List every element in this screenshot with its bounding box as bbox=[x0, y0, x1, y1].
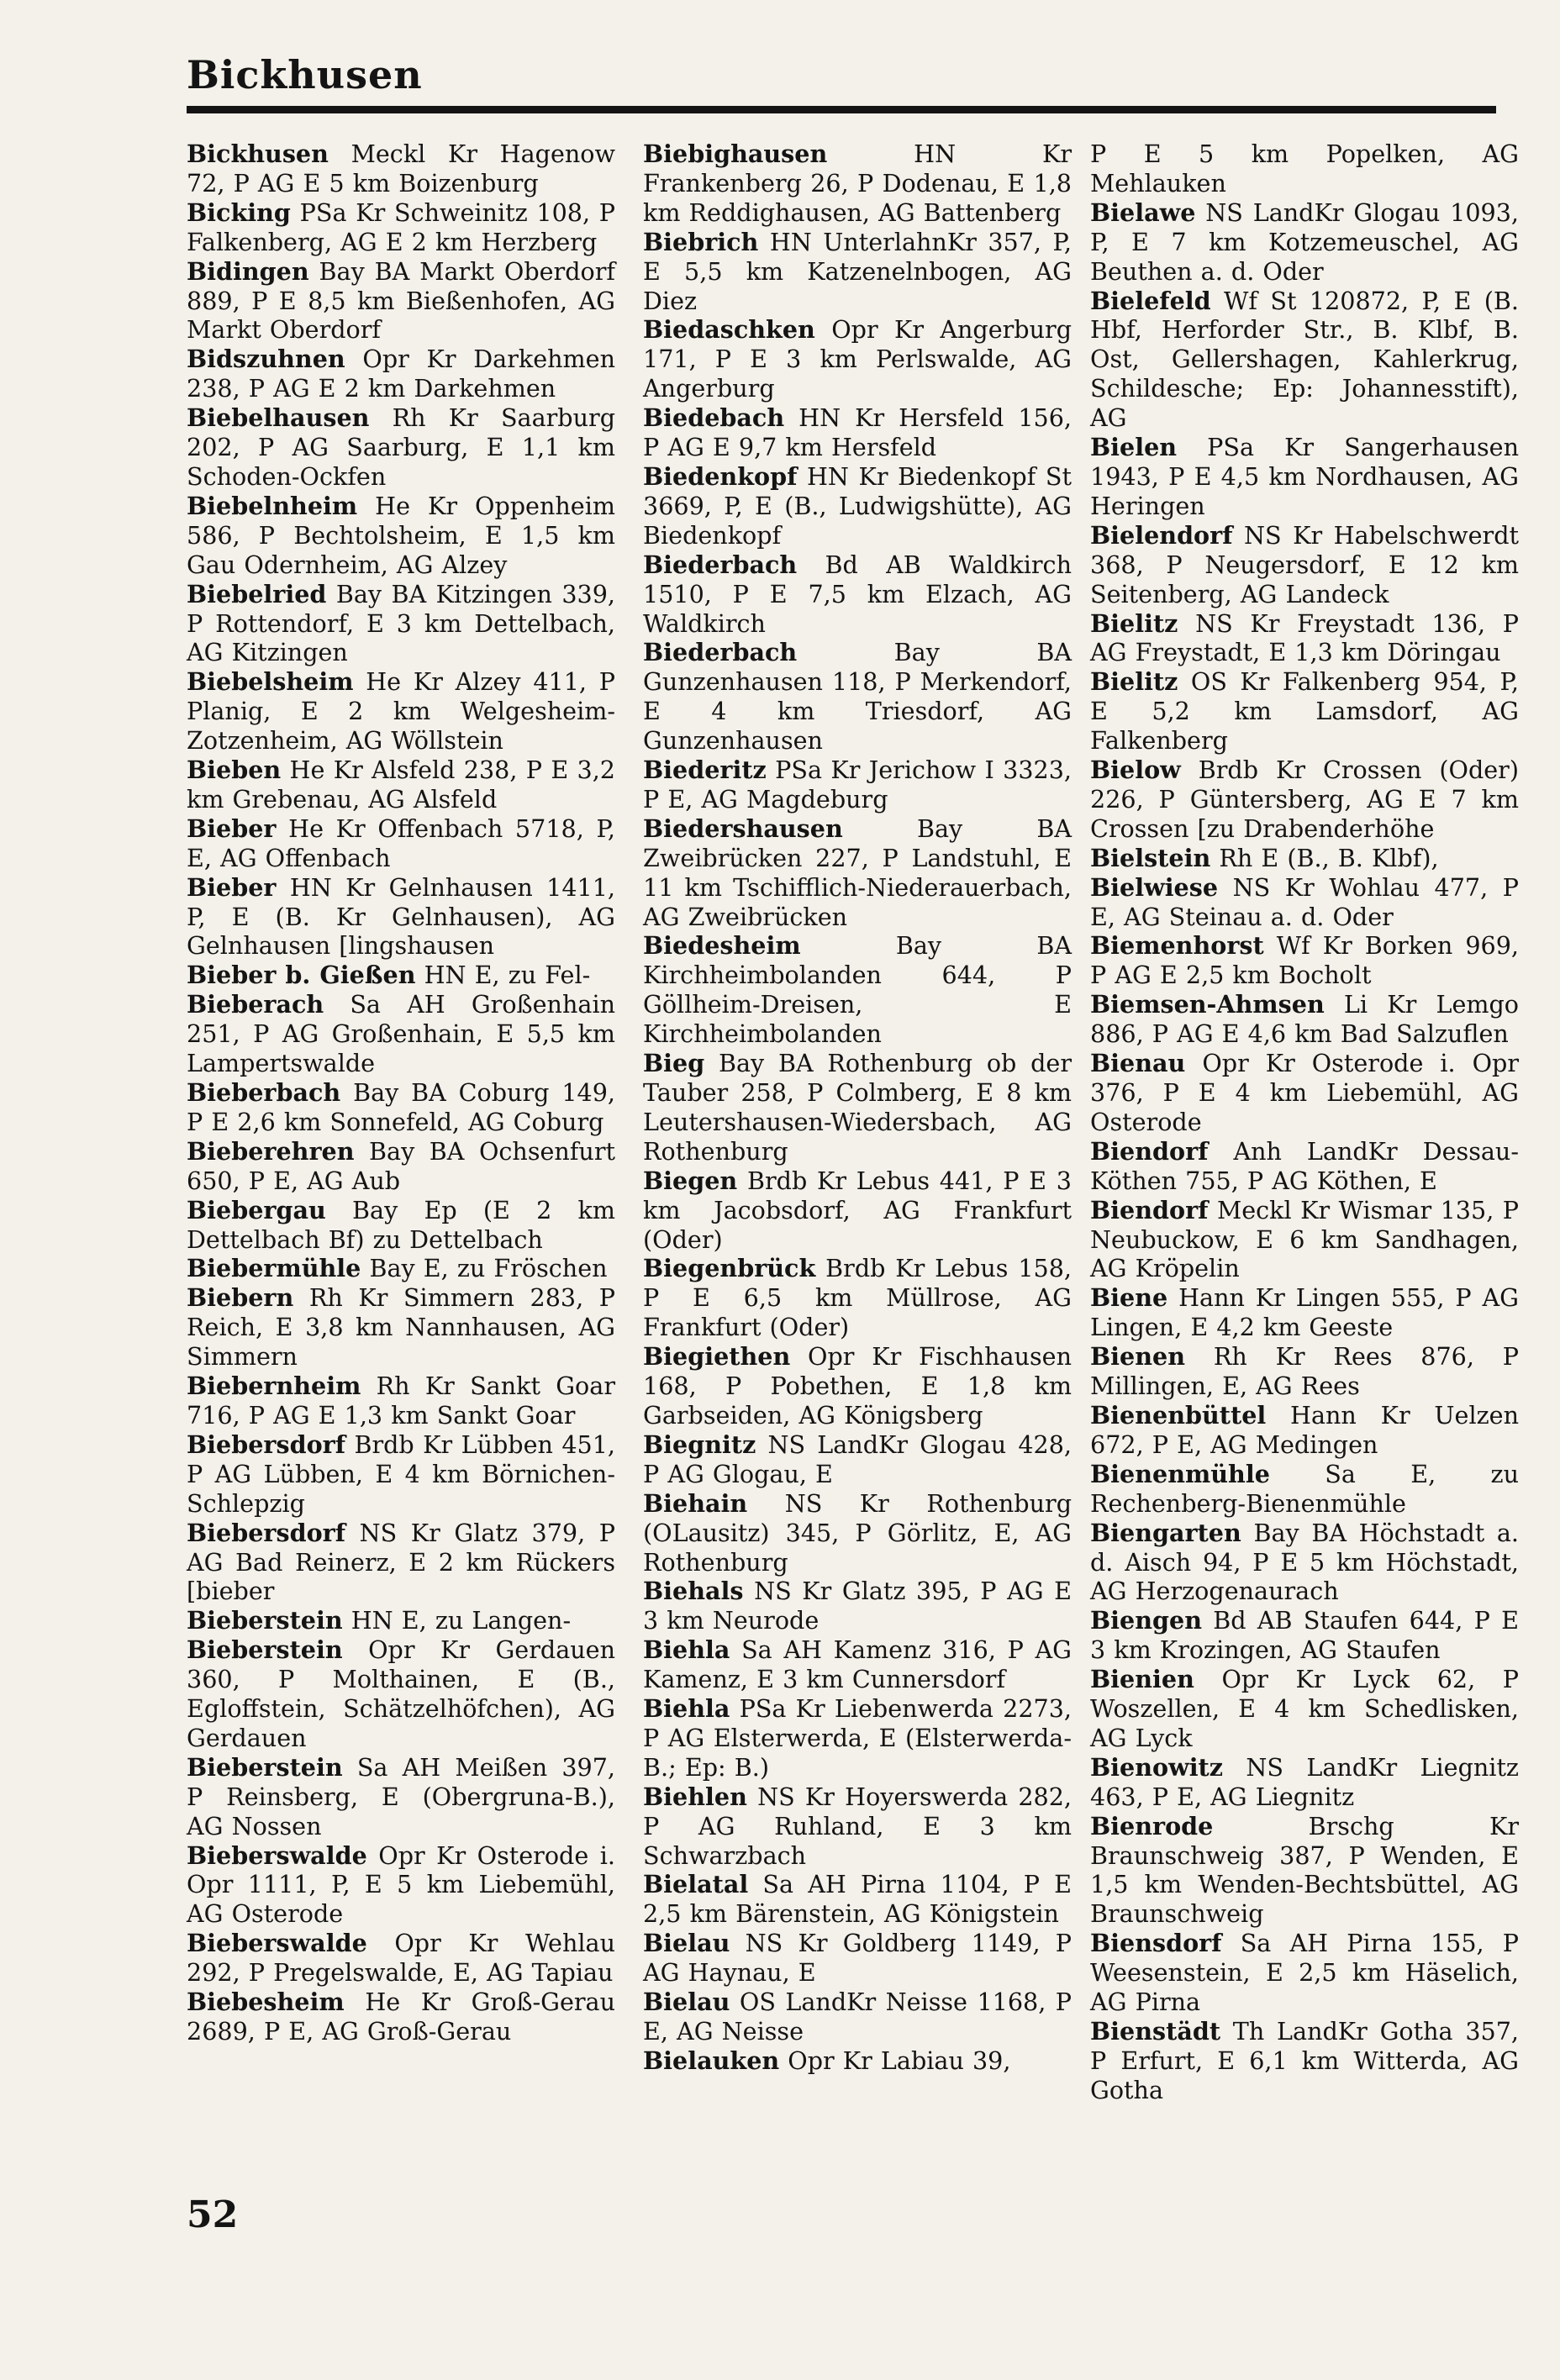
entry-name: Biegnitz bbox=[643, 1430, 756, 1459]
gazetteer-entry bbox=[187, 580, 615, 668]
gazetteer-entry bbox=[187, 1988, 615, 2046]
gazetteer-entry bbox=[1090, 521, 1519, 609]
running-head: Bickhusen bbox=[187, 52, 423, 97]
gazetteer-entry bbox=[187, 1430, 615, 1519]
gazetteer-entry bbox=[187, 1929, 615, 1988]
entry-text: Bay BA Kirchheimbolanden 644, P Göllheim-Dreisen, E Kirchheimbolanden bbox=[643, 931, 1072, 1049]
entry-text: HN Kr Biedenkopf St 3669, P, E (B., Ludwigshütte), AG Biedenkopf bbox=[643, 461, 1072, 550]
entry-text: Bay BA Zweibrücken 227, P Landstuhl, E 11 km Tschifflich-Niederauerbach, AG Zweibrücken bbox=[643, 814, 1072, 931]
entry-name: Biengarten bbox=[1090, 1518, 1241, 1547]
gazetteer-entry bbox=[187, 1254, 615, 1283]
entry-name: Bielefeld bbox=[1090, 286, 1211, 315]
gazetteer-entry bbox=[187, 1372, 615, 1430]
entry-text: Brdb Kr Lebus 158, P E 6,5 km Müllrose, AG Frankfurt (Oder) bbox=[643, 1254, 1072, 1342]
gazetteer-entry bbox=[187, 492, 615, 580]
entry-name: Bidingen bbox=[187, 256, 309, 286]
entry-name: Biehla bbox=[643, 1635, 730, 1665]
entry-text: P E 5 km Popelken, AG Mehlauken bbox=[1090, 140, 1519, 197]
gazetteer-entry bbox=[643, 2046, 1072, 2076]
gazetteer-entry bbox=[1090, 433, 1519, 521]
gazetteer-entry bbox=[1090, 990, 1519, 1049]
entry-text: Rh Kr Simmern 283, P Reich, E 3,8 km Nannhausen, AG Simmern bbox=[187, 1283, 615, 1372]
entry-text: NS LandKr Glogau 1093, P, E 7 km Kotzemeuschel, AG Beuthen a. d. Oder bbox=[1090, 197, 1519, 286]
gazetteer-entry bbox=[643, 140, 1072, 228]
entry-text: Rh Kr Sankt Goar 716, P AG E 1,3 km Sankt Goar bbox=[187, 1372, 615, 1430]
entry-name: Bielen bbox=[1090, 433, 1178, 462]
gazetteer-entry bbox=[643, 403, 1072, 462]
entry-name: Biebergau bbox=[187, 1195, 326, 1224]
gazetteer-entry bbox=[187, 990, 615, 1078]
entry-text: Sa E, zu Rechenberg-Bienenmühle bbox=[1090, 1459, 1519, 1518]
entry-name: Bieben bbox=[187, 756, 282, 785]
entry-name: Bienrode bbox=[1090, 1811, 1214, 1840]
entry-text: Meckl Kr Hagenow 72, P AG E 5 km Boizenburg bbox=[187, 140, 615, 197]
entry-name: Bienowitz bbox=[1090, 1752, 1224, 1782]
gazetteer-entry bbox=[643, 1166, 1072, 1255]
entry-text: Anh LandKr Dessau-Köthen 755, P AG Köthen, E bbox=[1090, 1136, 1520, 1195]
entry-name: Bielau bbox=[643, 1929, 730, 1958]
entry-text: Wf St 120872, P, E (B. Hbf, Herforder Str., B. Klbf, B. Ost, Gellershagen, Kahlerkrug, Schildesche; Ep: Johannesstift), AG bbox=[1090, 286, 1519, 433]
entry-name: Bielau bbox=[643, 1988, 730, 2017]
entry-name: Biedaschken bbox=[643, 315, 815, 345]
entry-name: Bielauken bbox=[643, 2046, 780, 2075]
entry-name: Bienien bbox=[1090, 1665, 1194, 1694]
entry-name: Biederbach bbox=[643, 550, 798, 579]
entry-text: He Kr Groß-Gerau 2689, P E, AG Groß-Gerau bbox=[187, 1988, 616, 2046]
gazetteer-entry bbox=[643, 228, 1072, 316]
column-2 bbox=[643, 140, 1072, 2076]
entry-text: NS Kr Habelschwerdt 368, P Neugersdorf, E 12 km Seitenberg, AG Landeck bbox=[1090, 520, 1519, 608]
entry-name: Bieberswalde bbox=[187, 1840, 367, 1870]
gazetteer-entry bbox=[1090, 931, 1519, 990]
entry-text: Opr Kr Wehlau 292, P Pregelswalde, E, AG Tapiau bbox=[187, 1929, 615, 1988]
gazetteer-entry bbox=[1090, 1460, 1519, 1519]
gazetteer-entry bbox=[187, 667, 615, 756]
entry-name: Bickhusen bbox=[187, 140, 329, 168]
entry-text: Wf Kr Borken 969, P AG E 2,5 km Bocholt bbox=[1090, 931, 1519, 990]
entry-name: Bieberehren bbox=[187, 1136, 355, 1166]
entry-name: Biegiethen bbox=[643, 1342, 791, 1372]
gazetteer-entry bbox=[1090, 1342, 1519, 1401]
gazetteer-entry bbox=[1090, 1812, 1519, 1930]
gazetteer-entry bbox=[187, 1078, 615, 1137]
entry-text: Bay BA Höchstadt a. d. Aisch 94, P E 5 km Höchstadt, AG Herzogenaurach bbox=[1090, 1518, 1519, 1606]
entry-text: Rh Kr Saarburg 202, P AG Saarburg, E 1,1 km Schoden-Ockfen bbox=[187, 403, 615, 491]
entry-text: Bay BA Gunzenhausen 118, P Merkendorf, E 4 km Triesdorf, AG Gunzenhausen bbox=[643, 638, 1072, 756]
entry-text: He Kr Offenbach 5718, P, E, AG Offenbach bbox=[187, 814, 615, 872]
entry-text: Opr Kr Labiau 39, bbox=[788, 2046, 1011, 2075]
gazetteer-entry bbox=[643, 1489, 1072, 1577]
entry-text: PSa Kr Jerichow I 3323, P E, AG Magdeburg bbox=[643, 756, 1072, 814]
gazetteer-entry bbox=[643, 1342, 1072, 1430]
entry-text: HN Kr Gelnhausen 1411, P, E (B. Kr Gelnhausen), AG Gelnhausen [lingshausen bbox=[187, 872, 616, 961]
gazetteer-entry bbox=[643, 1254, 1072, 1342]
gazetteer-entry bbox=[1090, 609, 1519, 668]
entry-name: Biebelried bbox=[187, 579, 327, 608]
gazetteer-entry bbox=[643, 315, 1072, 403]
entry-name: Biebelhausen bbox=[187, 403, 370, 433]
entry-name: Biensdorf bbox=[1090, 1929, 1222, 1958]
gazetteer-entry bbox=[1090, 873, 1519, 932]
entry-name: Biedenkopf bbox=[643, 461, 798, 491]
entry-name: Biedesheim bbox=[643, 931, 801, 961]
entry-name: Bicking bbox=[187, 197, 291, 227]
entry-name: Biehlen bbox=[643, 1782, 747, 1811]
entry-name: Biegen bbox=[643, 1166, 738, 1195]
entry-text: Opr Kr Lyck 62, P Woszellen, E 4 km Schedlisken, AG Lyck bbox=[1090, 1665, 1519, 1752]
entry-name: Biegenbrück bbox=[643, 1254, 816, 1283]
entry-text: Opr Kr Angerburg 171, P E 3 km Perlswalde, AG Angerburg bbox=[643, 315, 1072, 403]
entry-text: PSa Kr Sangerhausen 1943, P E 4,5 km Nordhausen, AG Heringen bbox=[1090, 433, 1519, 520]
gazetteer-entry bbox=[187, 1606, 615, 1635]
gazetteer-entry bbox=[187, 1635, 615, 1753]
entry-text: Sa AH Großenhain 251, P AG Großenhain, E 5,5 km Lampertswalde bbox=[187, 990, 616, 1078]
entry-name: Biebrich bbox=[643, 227, 759, 256]
entry-name: Bielitz bbox=[1090, 667, 1178, 697]
gazetteer-entry bbox=[643, 1694, 1072, 1782]
gazetteer-entry bbox=[643, 1929, 1072, 1988]
entry-name: Biebersdorf bbox=[187, 1518, 346, 1547]
gazetteer-entry bbox=[1090, 1665, 1519, 1753]
entry-name: Bieberbach bbox=[187, 1078, 341, 1107]
entry-text: NS Kr Hoyerswerda 282, P AG Ruhland, E 3 km Schwarzbach bbox=[643, 1782, 1072, 1870]
entry-name: Biemsen-Ahmsen bbox=[1090, 990, 1325, 1019]
entry-name: Biebersdorf bbox=[187, 1430, 346, 1459]
entry-name: Biehla bbox=[643, 1694, 730, 1724]
entry-text: Bay BA Ochsenfurt 650, P E, AG Aub bbox=[187, 1136, 615, 1195]
gazetteer-entry bbox=[1090, 844, 1519, 873]
entry-text: Bay BA Kitzingen 339, P Rottendorf, E 3 km Dettelbach, AG Kitzingen bbox=[187, 579, 615, 667]
entry-text: Meckl Kr Wismar 135, P Neubuckow, E 6 km Sandhagen, AG Kröpelin bbox=[1090, 1195, 1519, 1283]
entry-text: Brdb Kr Lübben 451, P AG Lübben, E 4 km Börnichen-Schlepzig bbox=[187, 1430, 615, 1518]
gazetteer-entry bbox=[1090, 1049, 1519, 1137]
entry-text: He Kr Alzey 411, P Planig, E 2 km Welgesheim-Zotzenheim, AG Wöllstein bbox=[187, 667, 615, 756]
entry-name: Bieberach bbox=[187, 990, 324, 1019]
entry-text: Li Kr Lemgo 886, P AG E 4,6 km Bad Salzuflen bbox=[1090, 990, 1519, 1049]
gazetteer-entry bbox=[1090, 198, 1519, 287]
entry-text: Bd AB Waldkirch 1510, P E 7,5 km Elzach, AG Waldkirch bbox=[643, 550, 1072, 638]
entry-text: HN E, zu Fel- bbox=[424, 961, 591, 990]
gazetteer-entry bbox=[1090, 1929, 1519, 2017]
entry-text: HN E, zu Langen- bbox=[350, 1606, 572, 1635]
gazetteer-entry bbox=[643, 1988, 1072, 2046]
entry-text: HN Kr Frankenberg 26, P Dodenau, E 1,8 km Reddighausen, AG Battenberg bbox=[643, 140, 1072, 227]
gazetteer-entry bbox=[1090, 1283, 1519, 1342]
gazetteer-entry bbox=[643, 1430, 1072, 1489]
entry-text: Bd AB Staufen 644, P E 3 km Krozingen, AG Staufen bbox=[1090, 1606, 1519, 1665]
entry-text: Hann Kr Uelzen 672, P E, AG Medingen bbox=[1090, 1400, 1519, 1459]
gazetteer-entry bbox=[643, 550, 1072, 639]
entry-text: NS LandKr Liegnitz 463, P E, AG Liegnitz bbox=[1090, 1752, 1519, 1811]
gazetteer-entry bbox=[1090, 1196, 1519, 1284]
gazetteer-entry bbox=[643, 462, 1072, 550]
gazetteer-entry bbox=[1090, 1753, 1519, 1812]
entry-text: Bay BA Rothenburg ob der Tauber 258, P Colmberg, E 8 km Leutershausen-Wiedersbach, AG Rothenburg bbox=[643, 1049, 1072, 1166]
entry-name: Biebelsheim bbox=[187, 667, 354, 697]
gazetteer-entry bbox=[187, 961, 615, 990]
column-3 bbox=[1090, 140, 1519, 2105]
entry-name: Bieber b. Gießen bbox=[187, 961, 416, 990]
entry-name: Bienen bbox=[1090, 1342, 1185, 1372]
gazetteer-entry bbox=[1090, 1606, 1519, 1665]
gazetteer-entry bbox=[643, 756, 1072, 814]
entry-text: He Kr Alsfeld 238, P E 3,2 km Grebenau, AG Alsfeld bbox=[187, 756, 615, 814]
entry-name: Bienenmühle bbox=[1090, 1459, 1270, 1488]
gazetteer-entry bbox=[1090, 140, 1519, 198]
gazetteer-entry bbox=[643, 638, 1072, 756]
entry-name: Bieberstein bbox=[187, 1606, 343, 1635]
entry-name: Bielitz bbox=[1090, 608, 1178, 638]
entry-text: Sa AH Meißen 397, P Reinsberg, E (Obergruna-B.), AG Nossen bbox=[187, 1752, 616, 1840]
gazetteer-entry bbox=[187, 140, 615, 198]
entry-name: Biebern bbox=[187, 1283, 294, 1313]
entry-text: PSa Kr Liebenwerda 2273, P AG Elsterwerda, E (Elsterwerda-B.; Ep: B.) bbox=[643, 1694, 1072, 1782]
entry-name: Biedershausen bbox=[643, 814, 843, 843]
entry-text: Th LandKr Gotha 357, P Erfurt, E 6,1 km Witterda, AG Gotha bbox=[1090, 2017, 1519, 2104]
entry-text: He Kr Oppenheim 586, P Bechtolsheim, E 1,5 km Gau Odernheim, AG Alzey bbox=[187, 491, 615, 579]
entry-text: HN Kr Hersfeld 156, P AG E 9,7 km Hersfeld bbox=[643, 403, 1072, 462]
entry-text: Opr Kr Osterode i. Opr 376, P E 4 km Liebemühl, AG Osterode bbox=[1090, 1049, 1520, 1136]
gazetteer-entry bbox=[643, 1870, 1072, 1929]
gazetteer-entry bbox=[643, 931, 1072, 1049]
entry-text: Opr Kr Osterode i. Opr 1111, P, E 5 km Liebemühl, AG Osterode bbox=[187, 1840, 615, 1929]
gazetteer-entry bbox=[1090, 1519, 1519, 1607]
page-number: 52 bbox=[187, 2193, 239, 2236]
entry-text: Sa AH Kamenz 316, P AG Kamenz, E 3 km Cunnersdorf bbox=[643, 1635, 1072, 1694]
entry-name: Bielwiese bbox=[1090, 872, 1219, 902]
entry-name: Biebelnheim bbox=[187, 491, 358, 520]
gazetteer-entry bbox=[643, 814, 1072, 932]
entry-name: Bieberstein bbox=[187, 1635, 343, 1665]
entry-text: Sa AH Pirna 155, P Weesenstein, E 2,5 km Häselich, AG Pirna bbox=[1090, 1929, 1520, 2017]
gazetteer-entry bbox=[643, 1049, 1072, 1166]
entry-name: Biendorf bbox=[1090, 1136, 1209, 1166]
entry-text: Opr Kr Darkehmen 238, P AG E 2 km Darkehmen bbox=[187, 345, 615, 403]
entry-text: Rh Kr Rees 876, P Millingen, E, AG Rees bbox=[1090, 1342, 1519, 1401]
entry-text: Brdb Kr Lebus 441, P E 3 km Jacobsdorf, AG Frankfurt (Oder) bbox=[643, 1166, 1072, 1254]
entry-text: Brschg Kr Braunschweig 387, P Wenden, E 1,5 km Wenden-Bechtsbüttel, AG Braunschweig bbox=[1090, 1811, 1519, 1929]
entry-text: NS Kr Wohlau 477, P E, AG Steinau a. d. Oder bbox=[1090, 872, 1519, 931]
entry-text: NS Kr Freystadt 136, P AG Freystadt, E 1,3 km Döringau bbox=[1090, 608, 1519, 667]
entry-name: Bieberstein bbox=[187, 1752, 343, 1782]
gazetteer-entry bbox=[187, 814, 615, 873]
gazetteer-entry bbox=[187, 1196, 615, 1255]
entry-name: Biebighausen bbox=[643, 140, 828, 168]
entry-text: PSa Kr Schweinitz 108, P Falkenberg, AG E 2 km Herzberg bbox=[187, 197, 616, 256]
gazetteer-entry bbox=[187, 1519, 615, 1607]
entry-name: Biedebach bbox=[643, 403, 785, 433]
entry-text: NS Kr Glatz 395, P AG E 3 km Neurode bbox=[643, 1577, 1072, 1635]
entry-name: Biene bbox=[1090, 1283, 1168, 1313]
entry-name: Bieg bbox=[643, 1049, 705, 1078]
gazetteer-entry bbox=[1090, 667, 1519, 756]
entry-text: NS Kr Rothenburg (OLausitz) 345, P Görlitz, E, AG Rothenburg bbox=[643, 1488, 1072, 1577]
gazetteer-entry bbox=[187, 1841, 615, 1930]
entry-name: Bieberswalde bbox=[187, 1929, 367, 1958]
entry-name: Biederbach bbox=[643, 638, 798, 667]
head-rule bbox=[187, 106, 1496, 113]
entry-name: Biebermühle bbox=[187, 1254, 361, 1283]
entry-name: Bidszuhnen bbox=[187, 345, 345, 374]
entry-name: Bielendorf bbox=[1090, 520, 1233, 550]
gazetteer-entry bbox=[1090, 2017, 1519, 2105]
gazetteer-entry bbox=[1090, 1401, 1519, 1460]
gazetteer-entry bbox=[187, 756, 615, 814]
column-1 bbox=[187, 140, 615, 2046]
entry-text: NS LandKr Glogau 428, P AG Glogau, E bbox=[643, 1430, 1072, 1488]
entry-text: Bay Ep (E 2 km Dettelbach Bf) zu Dettelbach bbox=[187, 1195, 615, 1254]
entry-name: Biehain bbox=[643, 1488, 748, 1518]
entry-text: OS LandKr Neisse 1168, P E, AG Neisse bbox=[643, 1988, 1072, 2046]
entry-text: Hann Kr Lingen 555, P AG Lingen, E 4,2 km Geeste bbox=[1090, 1283, 1519, 1342]
entry-text: Bay E, zu Fröschen bbox=[369, 1254, 608, 1283]
entry-name: Bielatal bbox=[643, 1870, 749, 1899]
gazetteer-entry bbox=[1090, 1137, 1519, 1196]
entry-name: Bienstädt bbox=[1090, 2017, 1221, 2046]
entry-name: Bielow bbox=[1090, 756, 1181, 785]
gazetteer-entry bbox=[187, 873, 615, 961]
entry-text: Brdb Kr Crossen (Oder) 226, P Güntersberg, AG E 7 km Crossen [zu Drabenderhöhe bbox=[1090, 756, 1519, 843]
entry-name: Bieber bbox=[187, 814, 277, 843]
entry-text: Opr Kr Fischhausen 168, P Pobethen, E 1,8 km Garbseiden, AG Königsberg bbox=[643, 1342, 1072, 1430]
entry-text: NS Kr Glatz 379, P AG Bad Reinerz, E 2 km Rückers [bieber bbox=[187, 1518, 615, 1606]
entry-name: Biebernheim bbox=[187, 1372, 361, 1401]
gazetteer-entry bbox=[643, 1577, 1072, 1635]
gazetteer-entry bbox=[187, 345, 615, 403]
entry-name: Biebesheim bbox=[187, 1988, 345, 2017]
gazetteer-entry bbox=[187, 1283, 615, 1372]
entry-name: Bienau bbox=[1090, 1049, 1186, 1078]
entry-text: OS Kr Falkenberg 954, P, E 5,2 km Lamsdorf, AG Falkenberg bbox=[1090, 667, 1519, 756]
entry-name: Biehals bbox=[643, 1577, 744, 1606]
entry-text: HN UnterlahnKr 357, P, E 5,5 km Katzenelnbogen, AG Diez bbox=[643, 227, 1072, 315]
entry-text: Bay BA Markt Oberdorf 889, P E 8,5 km Bießenhofen, AG Markt Oberdorf bbox=[187, 256, 615, 345]
gazetteer-entry bbox=[1090, 287, 1519, 434]
gazetteer-entry bbox=[1090, 756, 1519, 844]
entry-text: Sa AH Pirna 1104, P E 2,5 km Bärenstein, AG Königstein bbox=[643, 1870, 1072, 1929]
gazetteer-entry bbox=[187, 403, 615, 492]
gazetteer-entry bbox=[187, 1753, 615, 1841]
entry-text: Opr Kr Gerdauen 360, P Molthainen, E (B., Egloffstein, Schätzelhöfchen), AG Gerdauen bbox=[187, 1635, 615, 1752]
entry-text: NS Kr Goldberg 1149, P AG Haynau, E bbox=[643, 1929, 1072, 1988]
gazetteer-entry bbox=[187, 198, 615, 257]
gazetteer-entry bbox=[643, 1782, 1072, 1871]
entry-name: Biendorf bbox=[1090, 1195, 1209, 1224]
entry-name: Bielstein bbox=[1090, 843, 1211, 872]
entry-text: Rh E (B., B. Klbf), bbox=[1219, 843, 1439, 872]
gazetteer-entry bbox=[187, 1137, 615, 1196]
entry-name: Bienenbüttel bbox=[1090, 1400, 1267, 1430]
entry-name: Bielawe bbox=[1090, 197, 1196, 227]
gazetteer-entry bbox=[187, 257, 615, 345]
entry-name: Bieber bbox=[187, 872, 277, 902]
entry-name: Biemenhorst bbox=[1090, 931, 1264, 961]
entry-text: Bay BA Coburg 149, P E 2,6 km Sonnefeld, AG Coburg bbox=[187, 1078, 615, 1136]
gazetteer-entry bbox=[643, 1635, 1072, 1694]
entry-name: Biederitz bbox=[643, 756, 767, 785]
entry-name: Biengen bbox=[1090, 1606, 1202, 1635]
